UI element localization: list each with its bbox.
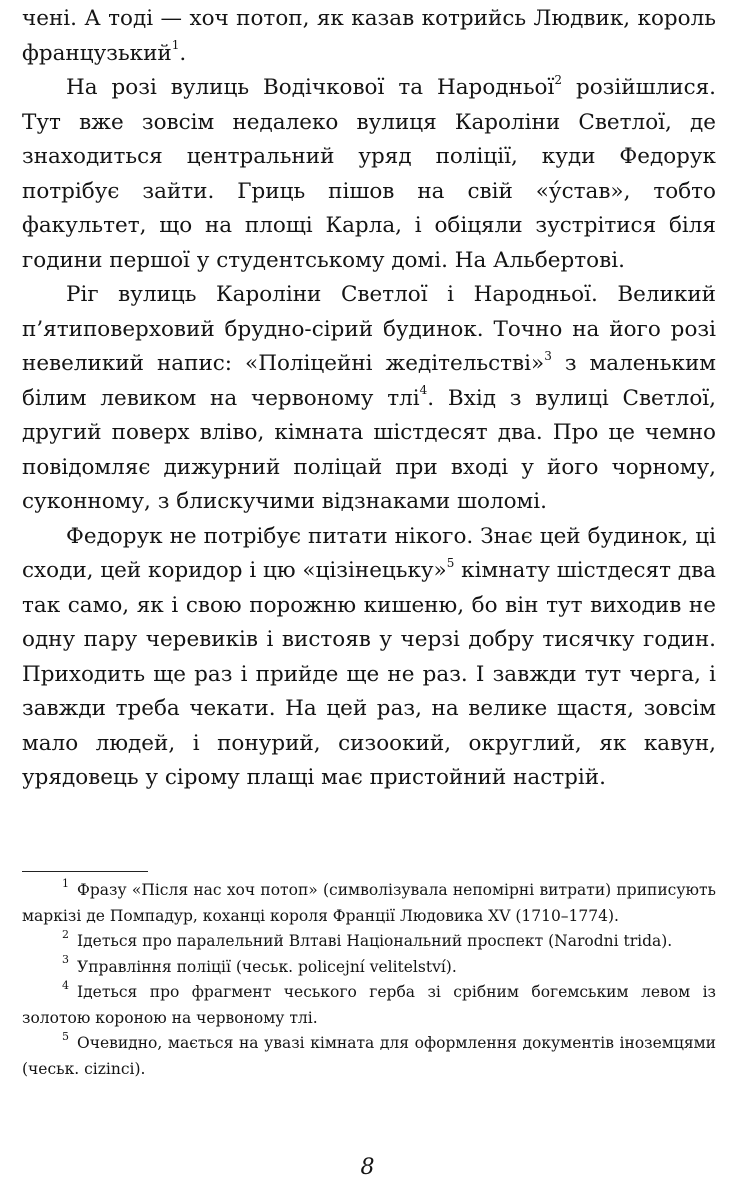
text-run: розійшлися. Тут вже зовсім недалеко вулиця Кароліни Светлої, де знаходиться центральний уряд поліції, куди Федорук потрібує зайти. Гриць пішов на свій «у́став», тобто факультет, що на площі Карла, і обіцяли зустрітися біля години першої у студентському домі. На Альбертові. [22,75,717,273]
footnote-number: 1 [62,876,69,890]
page-body [22,2,716,796]
text-run: . [179,40,187,66]
text-run: чені. А тоді — хоч потоп, як казав котрийсь Людвик, король французький [22,6,716,66]
footnote [22,955,716,981]
footnote-number: 3 [62,953,69,967]
text-run: Ріг вулиць Кароліни Светлої і Народньої. Великий п’ятиповерховий брудно-сірий будинок. Точно на його розі невеликий напис: «Поліцейні жедітельстві» [22,282,716,376]
text-run: . Вхід з вулиці Светлої, другий поверх вліво, кімната шістдесят два. Про це чемно повідомляє дижурний поліцай при вході у його чорному, суконному, з блискучими відзнаками шоломі. [22,385,716,514]
footnote-marker: 5 [446,555,455,570]
main-text [22,2,716,796]
footnote-text: Фразу «Після нас хоч потоп» (символізувала непомірні витрати) приписують маркізі де Помпадур, коханці короля Франції Людовика XV (1710–1774). [22,881,716,925]
text-run: Федорук не потрібує питати нікого. Знає цей будинок, ці сходи, цей коридор і цю «цізінецьку» [22,523,716,583]
text-run: з маленьким білим левиком на червоному тлі [22,351,716,411]
footnotes [22,878,716,1082]
footnote-number: 2 [62,927,69,941]
footnote-text: Управління поліції (чеськ. policejní velitelství). [77,957,457,976]
footnote-marker: 2 [554,72,562,87]
footnote [22,980,716,1031]
footnote-marker: 4 [419,383,428,398]
footnote-number: 5 [62,1029,69,1043]
footnote [22,1031,716,1082]
paragraph [22,71,716,278]
footnote-text: Ідеться про паралельний Влтаві Національний проспект (Narodni trida). [77,932,673,950]
footnote-text: Очевидно, мається на увазі кімната для оформлення документів іноземцями (чеськ. cizinci). [22,1034,716,1078]
paragraph [22,278,716,520]
text-run: кімнату шістдесят два так само, як і свою порожню кишеню, бо він тут виходив не одну пару черевиків і вистояв у черзі добру тисячку годин. Приходить ще раз і прийде ще не раз. І завжди тут черга, і завжди треба чекати. На цей раз, на велике щастя, зовсім мало людей, і понурий, сизоокий, округлий, як кавун, урядовець у сірому плащі має пристойний настрій. [22,558,716,790]
text-run: На розі вулиць Водічкової та Народньої [66,75,555,100]
footnote-marker: 3 [544,348,552,363]
footnote-text: Ідеться про фрагмент чеського герба зі срібним богемським левом із золотою короною на червоному тлі. [22,983,716,1027]
footnote [22,878,716,929]
paragraph [22,520,716,796]
paragraph [22,2,716,71]
footnote [22,929,716,955]
footnote-divider [22,871,148,872]
page-number: 8 [360,1155,375,1180]
footnote-number: 4 [62,978,69,992]
footnote-marker: 1 [171,38,180,53]
